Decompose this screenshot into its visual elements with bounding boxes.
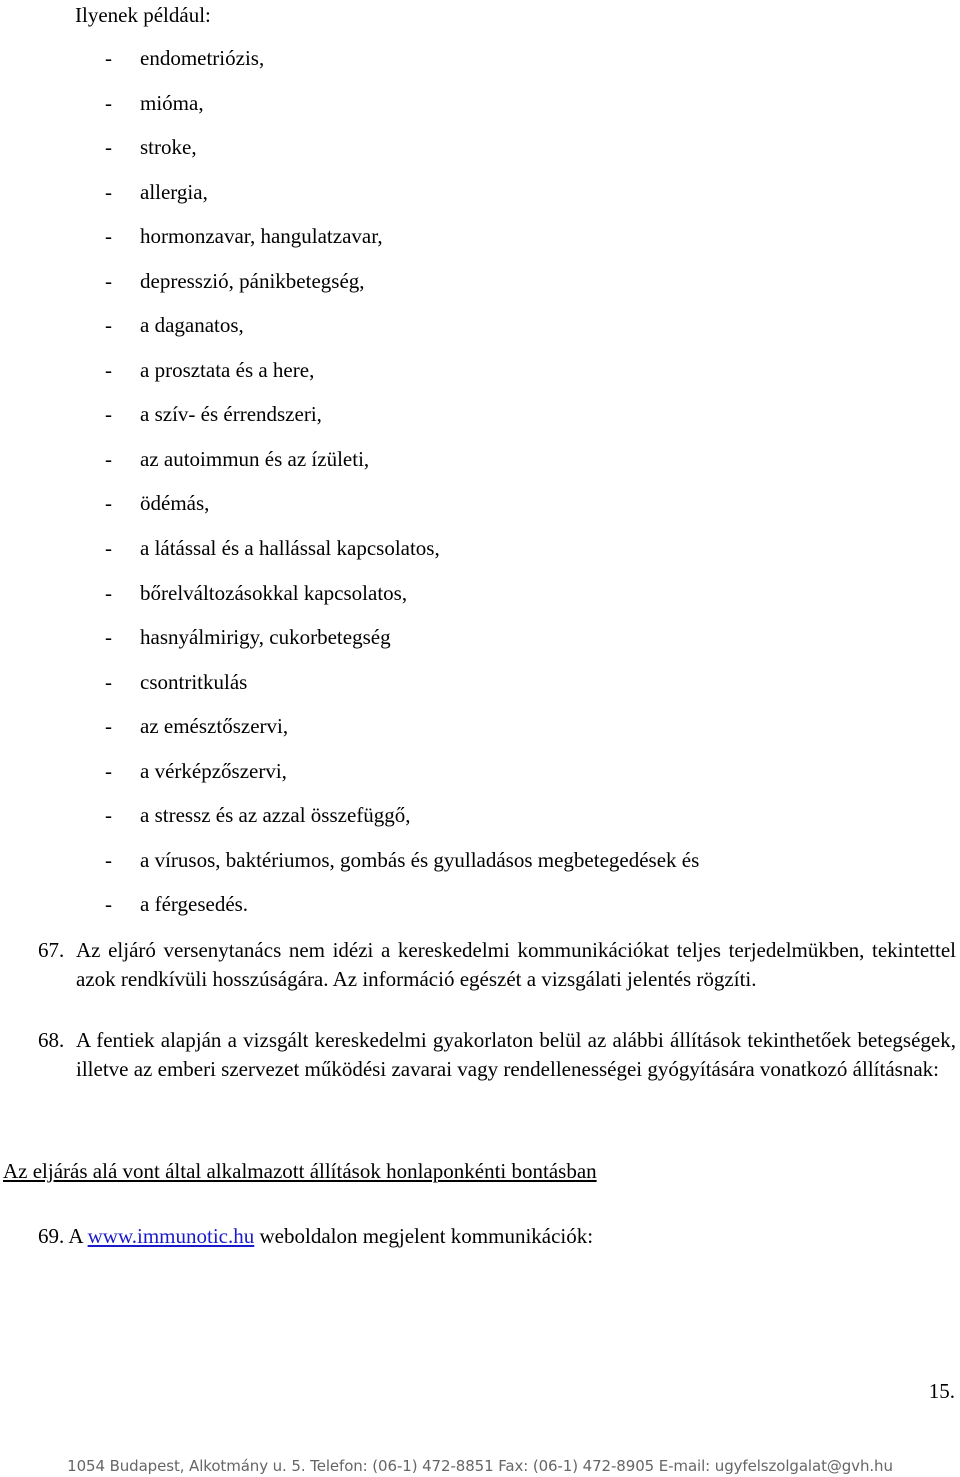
list-item-text: az autoimmun és az ízületi, <box>140 446 370 471</box>
list-dash: - <box>105 224 112 249</box>
page-footer: 1054 Budapest, Alkotmány u. 5. Telefon: (06-1) 472-8851 Fax: (06-1) 472-8905 E-mail: ugyfelszolgalat@gvh.hu <box>67 1457 893 1475</box>
page-number: 15. <box>928 1379 955 1403</box>
list-item-text: a prosztata és a here, <box>140 357 315 382</box>
website-link[interactable]: www.immunotic.hu <box>87 1224 255 1248</box>
list-item-text: stroke, <box>140 135 197 160</box>
list-dash: - <box>105 446 112 471</box>
list-dash: - <box>105 46 112 70</box>
paragraph-number: 69. <box>38 1224 65 1248</box>
list-dash: - <box>105 402 112 427</box>
paragraph-number: 68. <box>38 1028 65 1052</box>
list-item-text: ödémás, <box>140 491 210 516</box>
list-dash: - <box>105 135 112 160</box>
paragraph-text: A fentiek alapján a vizsgált kereskedelmi gyakorlaton belül az alábbi állítások tekinthetőek betegségek, illetve az emberi szervezet működési zavarai vagy rendellenességei gyógyítására vonatkozó állításnak: <box>76 1028 956 1081</box>
list-item-text: a látással és a hallással kapcsolatos, <box>140 536 440 561</box>
list-item-text: csontritkulás <box>140 669 248 694</box>
list-dash: - <box>105 491 112 516</box>
paragraph-number: 67. <box>38 938 65 962</box>
paragraph-69 <box>38 1222 593 1250</box>
list-item-text: allergia, <box>140 179 208 204</box>
list-item-text: a vírusos, baktériumos, gombás és gyulladásos megbetegedések és <box>140 847 700 872</box>
list-item-text: a szív- és érrendszeri, <box>140 402 322 427</box>
list-dash: - <box>105 758 112 783</box>
list-item-text: hormonzavar, hangulatzavar, <box>140 224 383 249</box>
paragraph-text: Az eljáró versenytanács nem idézi a kereskedelmi kommunikációkat teljes terjedelmükben, tekintettel azok rendkívüli hosszúságára. Az információ egészét a vizsgálati jelentés rögzíti. <box>76 938 956 991</box>
list-item-text: depresszió, pánikbetegség, <box>140 268 365 293</box>
list-dash: - <box>105 714 112 739</box>
list-item-text: a férgesedés. <box>140 892 249 917</box>
paragraph-67 <box>38 936 956 994</box>
list-dash: - <box>105 625 112 650</box>
list-dash: - <box>105 580 112 605</box>
list-item-text: az emésztőszervi, <box>140 714 289 739</box>
intro-text: Ilyenek például: <box>75 3 211 27</box>
list-item-text: a stressz és az azzal összefüggő, <box>140 803 411 828</box>
list-item-text: hasnyálmirigy, cukorbetegség <box>140 625 391 650</box>
list-dash: - <box>105 892 112 917</box>
list-dash: - <box>105 536 112 561</box>
list-dash: - <box>105 179 112 204</box>
list-dash: - <box>105 357 112 382</box>
list-item-text: a vérképzőszervi, <box>140 758 287 783</box>
list-dash: - <box>105 669 112 694</box>
list-item-text: bőrelváltozásokkal kapcsolatos, <box>140 580 408 605</box>
list-dash: - <box>105 313 112 338</box>
list-item-text: mióma, <box>140 90 204 115</box>
paragraph-text-pre: A <box>68 1224 83 1248</box>
list-dash: - <box>105 90 112 115</box>
list-item-text: endometriózis, <box>140 46 265 70</box>
paragraph-68 <box>38 1026 956 1084</box>
list-dash: - <box>105 268 112 293</box>
section-heading: Az eljárás alá vont által alkalmazott állítások honlaponkénti bontásban <box>3 1159 597 1183</box>
list-item-text: a daganatos, <box>140 313 244 338</box>
list-dash: - <box>105 847 112 872</box>
paragraph-text-post: weboldalon megjelent kommunikációk: <box>259 1224 594 1248</box>
list-dash: - <box>105 803 112 828</box>
